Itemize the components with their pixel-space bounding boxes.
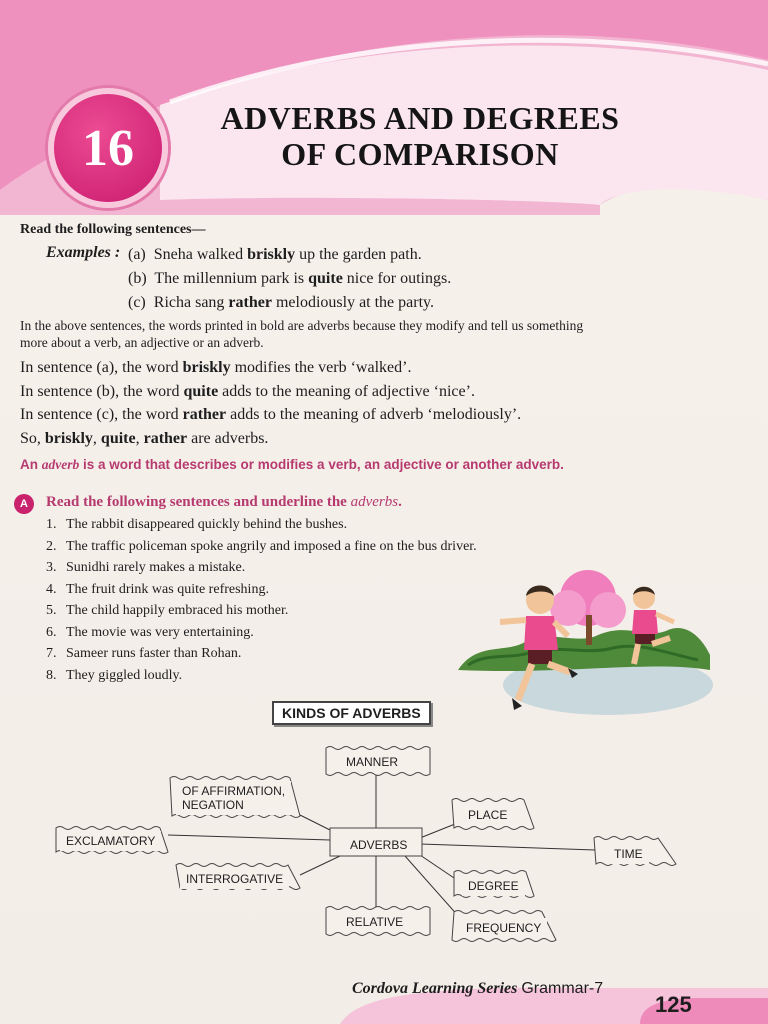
- definition-text: is a word that describes or modifies a verb, an adjective or another adverb.: [79, 457, 564, 472]
- item-text: The movie was very entertaining.: [66, 624, 254, 640]
- explanation-text: In sentence (c), the word: [20, 406, 183, 423]
- footer-series: [352, 980, 603, 998]
- summary-bold-word: briskly: [44, 430, 93, 447]
- example-bold-word: rather: [228, 294, 272, 311]
- example-text: melodiously at the party.: [271, 294, 434, 311]
- example-marker: (a): [128, 246, 146, 263]
- exercise-list: [46, 514, 477, 686]
- sentence-c-explanation: [20, 406, 521, 424]
- item-number: 3.: [46, 560, 57, 575]
- example-bold-word: quite: [308, 270, 343, 287]
- item-text: The fruit drink was quite refreshing.: [66, 581, 269, 597]
- kinds-of-adverbs-heading: KINDS OF ADVERBS: [272, 701, 431, 725]
- example-text: up the garden path.: [295, 246, 422, 263]
- adverb-kind-negation-line: NEGATION: [182, 798, 244, 812]
- example-c: [128, 294, 434, 312]
- adverb-kind-place: PLACE: [462, 805, 513, 825]
- example-text: nice for outings.: [342, 270, 452, 287]
- example-b: [128, 270, 451, 288]
- item-text: Sameer runs faster than Rohan.: [66, 646, 242, 661]
- instruction-text: .: [398, 494, 402, 510]
- explanation-text: adds to the meaning of adverb ‘melodiously’.: [226, 406, 522, 423]
- item-number: 2.: [46, 538, 57, 554]
- summary-bold-word: rather: [143, 430, 188, 447]
- exercise-instruction: [46, 494, 402, 511]
- summary-line: [20, 430, 268, 448]
- summary-text: are adverbs.: [187, 430, 269, 447]
- definition-text: An: [20, 457, 42, 472]
- list-item: [46, 665, 477, 687]
- example-marker: (b): [128, 270, 147, 287]
- chapter-number: 16: [82, 119, 134, 177]
- summary-text: So,: [20, 430, 45, 447]
- adverbs-center-node: ADVERBS: [344, 835, 413, 855]
- explanation-bold-word: briskly: [182, 359, 231, 376]
- explanation-bold-word: rather: [182, 406, 227, 423]
- chapter-number-badge: [48, 88, 168, 208]
- sentence-b-explanation: [20, 383, 475, 401]
- example-a: [128, 246, 422, 264]
- item-text: The traffic policeman spoke angrily and imposed a fine on the bus driver.: [66, 538, 477, 554]
- list-item: [46, 514, 477, 536]
- item-text: Sunidhi rarely makes a mistake.: [66, 560, 246, 575]
- list-item: [46, 557, 477, 579]
- example-marker: (c): [128, 294, 146, 311]
- chapter-title-line-1: ADVERBS AND DEGREES: [220, 100, 620, 136]
- item-text: The child happily embraced his mother.: [66, 603, 289, 618]
- example-text: Richa sang: [153, 294, 229, 311]
- list-item: [46, 579, 477, 601]
- item-number: 8.: [46, 667, 57, 683]
- adverb-kind-exclamatory: EXCLAMATORY: [60, 831, 161, 851]
- sentence-a-explanation: [20, 359, 411, 377]
- example-bold-word: briskly: [247, 246, 296, 263]
- page-number: 125: [655, 992, 692, 1017]
- explanation-text: modifies the verb ‘walked’.: [230, 359, 412, 376]
- item-number: 4.: [46, 581, 57, 597]
- adverb-kind-manner: MANNER: [340, 752, 404, 772]
- list-item: [46, 600, 477, 622]
- examples-label: Examples :: [46, 244, 121, 261]
- adverb-kind-interrogative: INTERROGATIVE: [180, 869, 289, 889]
- list-item: [46, 536, 477, 558]
- chapter-title-line-2: OF COMPARISON: [281, 136, 559, 172]
- explanation-line-2: more about a verb, an adjective or an adverb.: [20, 335, 264, 350]
- item-number: 7.: [46, 646, 57, 661]
- example-text: Sneha walked: [153, 246, 248, 263]
- item-number: 6.: [46, 624, 57, 640]
- explanation-text: In sentence (a), the word: [20, 359, 183, 376]
- list-item: [46, 622, 477, 644]
- adverb-kind-affirmation-negation: [176, 781, 291, 815]
- explanation-bold-word: quite: [183, 383, 219, 400]
- definition-italic-word: adverb: [41, 457, 80, 472]
- adverb-kind-degree: DEGREE: [462, 876, 525, 896]
- summary-text: ,: [135, 430, 144, 447]
- summary-bold-word: quite: [100, 430, 136, 447]
- item-number: 1.: [46, 517, 57, 532]
- adverb-kind-relative: RELATIVE: [340, 912, 409, 932]
- adverb-definition: [20, 457, 564, 473]
- adverb-kind-frequency: FREQUENCY: [460, 918, 547, 938]
- adverb-kind-affirmation-line: OF AFFIRMATION,: [182, 784, 286, 798]
- explanation-text: adds to the meaning of adjective ‘nice’.: [218, 383, 475, 400]
- explanation-line-1: In the above sentences, the words printed in bold are adverbs because they modify and tell us something: [20, 318, 584, 333]
- item-number: 5.: [46, 603, 57, 618]
- list-item: [46, 643, 477, 665]
- chapter-title: [180, 100, 660, 172]
- explanation-text: In sentence (b), the word: [20, 383, 184, 400]
- instruction-italic-word: adverbs: [350, 494, 399, 510]
- book-name: Grammar-7: [521, 980, 604, 997]
- example-text: The millennium park is: [154, 270, 309, 287]
- adverb-kind-time: TIME: [608, 844, 649, 864]
- instruction-text: Read the following sentences and underline the: [46, 494, 351, 510]
- running-children-illustration: [448, 560, 718, 720]
- item-text: They giggled loudly.: [66, 667, 183, 683]
- item-text: The rabbit disappeared quickly behind the bushes.: [66, 517, 348, 532]
- summary-text: ,: [92, 430, 101, 447]
- intro-lead: Read the following sentences—: [20, 222, 206, 237]
- series-name: Cordova Learning Series: [352, 980, 518, 997]
- exercise-badge: A: [14, 494, 34, 514]
